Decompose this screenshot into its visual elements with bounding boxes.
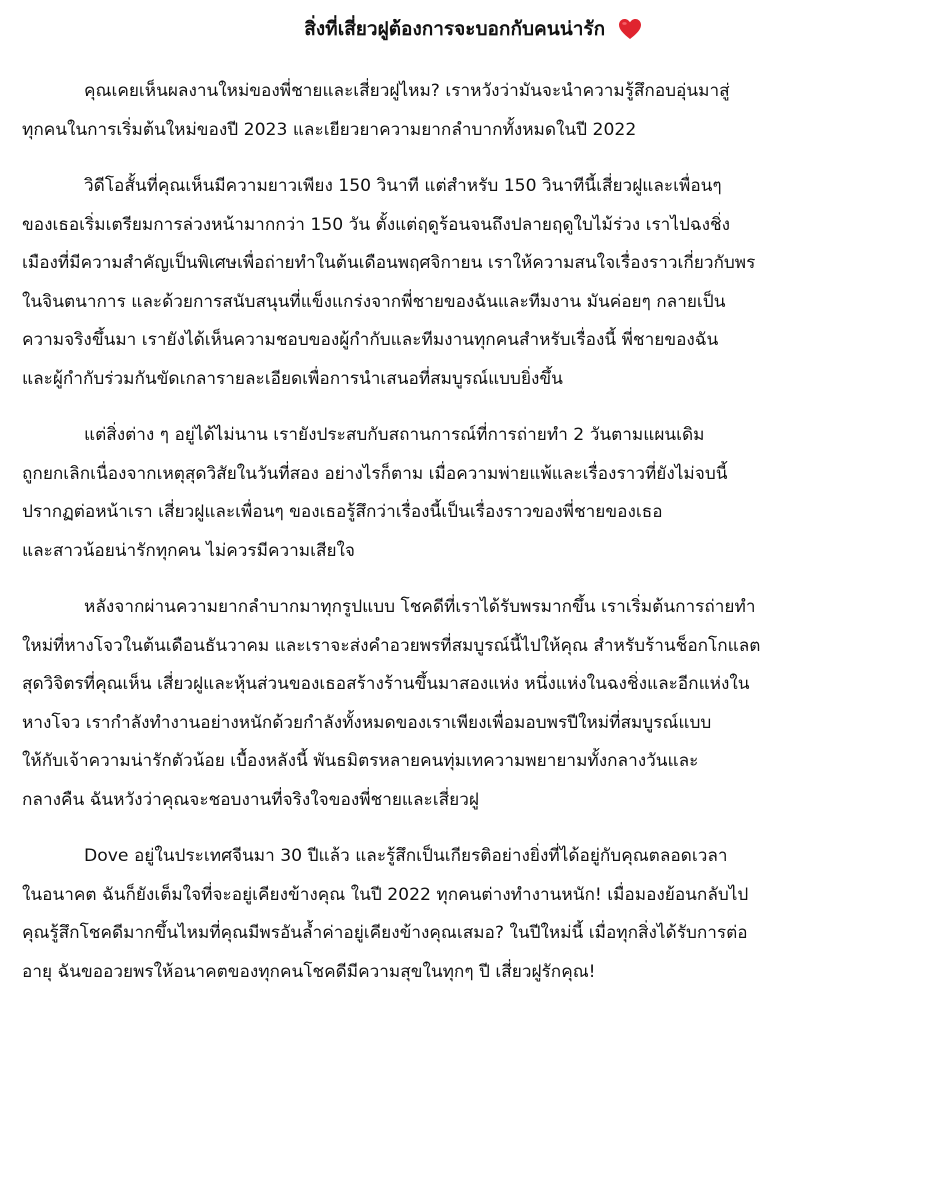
paragraph-line: คุณเคยเห็นผลงานใหม่ของพี่ชายและเสี่ยวฝูไหม? เราหวังว่ามันจะนำความรู้สึกอบอุ่นมาสู่ [84, 81, 730, 101]
paragraph-line: อายุ ฉันขออวยพรให้อนาคตของทุกคนโชคดีมีความสุขในทุกๆ ปี เสี่ยวฝูรักคุณ! [22, 961, 596, 982]
paragraph-line: คุณรู้สึกโชคดีมากขึ้นไหมที่คุณมีพรอันล้ำค่าอยู่เคียงข้างคุณเสมอ? ในปีใหม่นี้ เมื่อทุกสิ่งได้รับการต่อ [22, 923, 748, 943]
paragraph-2 [22, 167, 924, 398]
paragraph-line: วิดีโอสั้นที่คุณเห็นมีความยาวเพียง 150 วินาที แต่สำหรับ 150 วินาทีนี้เสี่ยวฝูและเพื่อนๆ [84, 176, 722, 196]
paragraph-line: แต่สิ่งต่าง ๆ อยู่ได้ไม่นาน เรายังประสบกับสถานการณ์ที่การถ่ายทำ 2 วันตามแผนเดิม [84, 425, 705, 445]
paragraph-line: เมืองที่มีความสำคัญเป็นพิเศษเพื่อถ่ายทำในต้นเดือนพฤศจิกายน เราให้ความสนใจเรื่องราวเกี่ยวกับพร [22, 253, 756, 273]
paragraph-3 [22, 416, 924, 570]
paragraph-line: ของเธอเริ่มเตรียมการล่วงหน้ามากกว่า 150 วัน ตั้งแต่ฤดูร้อนจนถึงปลายฤดูใบไม้ร่วง เราไปฉงชิ่ง [22, 214, 731, 235]
paragraph-1 [22, 72, 924, 149]
paragraph-line: และผู้กำกับร่วมกันขัดเกลารายละเอียดเพื่อการนำเสนอที่สมบูรณ์แบบยิ่งขึ้น [22, 368, 563, 389]
paragraph-line: ใหม่ที่หางโจวในต้นเดือนธันวาคม และเราจะส่งคำอวยพรที่สมบูรณ์นี้ไปให้คุณ สำหรับร้านช็อกโกแลต [22, 635, 761, 656]
paragraph-4 [22, 588, 924, 819]
paragraph-5 [22, 837, 924, 991]
paragraph-line: ในจินตนาการ และด้วยการสนับสนุนที่แข็งแกร่งจากพี่ชายของฉันและทีมงาน มันค่อยๆ กลายเป็น [22, 291, 726, 312]
title-row [22, 12, 924, 44]
paragraph-line: หลังจากผ่านความยากลำบากมาทุกรูปแบบ โชคดีที่เราได้รับพรมากขึ้น เราเริ่มต้นการถ่ายทำ [84, 597, 756, 617]
heart-icon [618, 18, 642, 40]
paragraph-line: ความจริงขึ้นมา เรายังได้เห็นความชอบของผู้กำกับและทีมงานทุกคนสำหรับเรื่องนี้ พี่ชายของฉัน [22, 330, 719, 350]
paragraph-line: ถูกยกเลิกเนื่องจากเหตุสุดวิสัยในวันที่สอง อย่างไรก็ตาม เมื่อความพ่ายแพ้และเรื่องราวที่ยังไม่จบนี้ [22, 463, 728, 484]
paragraph-line: ปรากฏต่อหน้าเรา เสี่ยวฝูและเพื่อนๆ ของเธอรู้สึกว่าเรื่องนี้เป็นเรื่องราวของพี่ชายของเธอ [22, 502, 663, 522]
paragraph-line: ในอนาคต ฉันก็ยังเต็มใจที่จะอยู่เคียงข้างคุณ ในปี 2022 ทุกคนต่างทำงานหนัก! เมื่อมองย้อนกลับไป [22, 884, 749, 905]
paragraph-line: ทุกคนในการเริ่มต้นใหม่ของปี 2023 และเยียวยาความยากลำบากทั้งหมดในปี 2022 [22, 119, 637, 140]
paragraph-line: กลางคืน ฉันหวังว่าคุณจะชอบงานที่จริงใจของพี่ชายและเสี่ยวฝู [22, 789, 479, 810]
paragraph-line: ให้กับเจ้าความน่ารักตัวน้อย เบื้องหลังนี้ พันธมิตรหลายคนทุ่มเทความพยายามทั้งกลางวันและ [22, 751, 699, 771]
paragraph-line: หางโจว เรากำลังทำงานอย่างหนักด้วยกำลังทั้งหมดของเราเพียงเพื่อมอบพรปีใหม่ที่สมบูรณ์แบบ [22, 712, 712, 733]
paragraph-line: Dove อยู่ในประเทศจีนมา 30 ปีแล้ว และรู้สึกเป็นเกียรติอย่างยิ่งที่ได้อยู่กับคุณตลอดเวลา [84, 846, 728, 866]
paragraph-line: และสาวน้อยน่ารักทุกคน ไม่ควรมีความเสียใจ [22, 540, 355, 561]
page-title: สิ่งที่เสี่ยวฝูต้องการจะบอกกับคนน่ารัก [304, 17, 606, 40]
paragraph-line: สุดวิจิตรที่คุณเห็น เสี่ยวฝูและหุ้นส่วนของเธอสร้างร้านขึ้นมาสองแห่ง หนึ่งแห่งในฉงชิ่งและอีกแห่งใน [22, 674, 750, 694]
